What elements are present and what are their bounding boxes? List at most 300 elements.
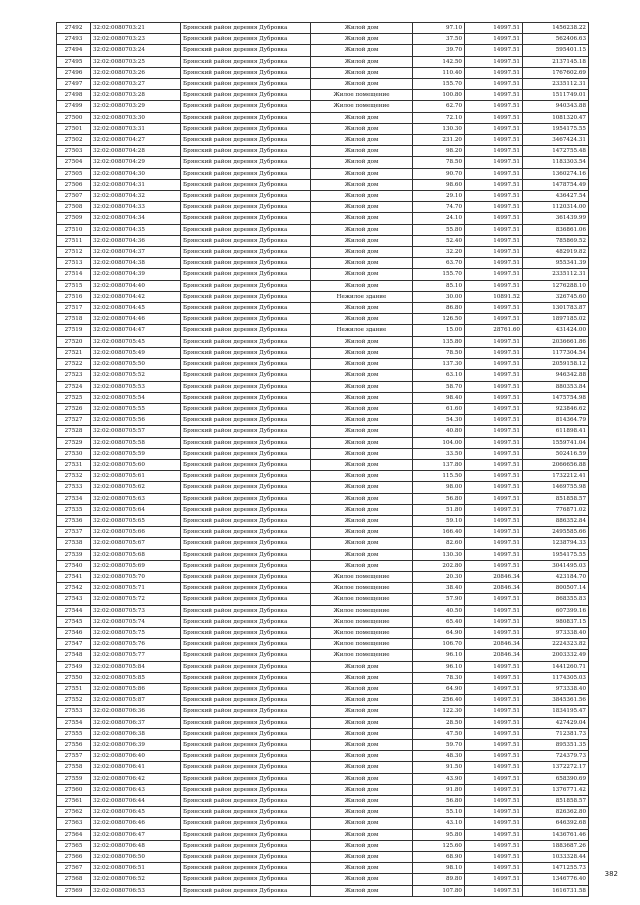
area-cell: 55.80: [413, 224, 465, 235]
address-cell: Брянский район деревня Дубровка: [181, 325, 311, 336]
cadastral-value-cell: 2036661.86: [523, 336, 589, 347]
area-cell: 231.20: [413, 135, 465, 146]
address-cell: Брянский район деревня Дубровка: [181, 784, 311, 795]
row-number-cell: 27509: [57, 213, 91, 224]
table-row: [57, 359, 589, 370]
row-number-cell: 27549: [57, 661, 91, 672]
object-type-cell: Жилой дом: [311, 336, 413, 347]
object-type-cell: Жилое помещение: [311, 627, 413, 638]
cadastral-number-cell: 32:02:0080704:29: [91, 157, 181, 168]
row-number-cell: 27512: [57, 247, 91, 258]
object-type-cell: Жилой дом: [311, 448, 413, 459]
cadastral-number-cell: 32:02:0080705:50: [91, 359, 181, 370]
specific-value-cell: 14997.51: [465, 415, 523, 426]
row-number-cell: 27502: [57, 135, 91, 146]
area-cell: 100.80: [413, 90, 465, 101]
area-cell: 155.70: [413, 269, 465, 280]
cadastral-number-cell: 32:02:0080703:24: [91, 45, 181, 56]
area-cell: 78.50: [413, 157, 465, 168]
cadastral-value-cell: 611898.41: [523, 426, 589, 437]
address-cell: Брянский район деревня Дубровка: [181, 392, 311, 403]
row-number-cell: 27560: [57, 784, 91, 795]
area-cell: 135.80: [413, 336, 465, 347]
table-row: [57, 762, 589, 773]
cadastral-value-cell: 2224323.82: [523, 639, 589, 650]
address-cell: Брянский район деревня Дубровка: [181, 191, 311, 202]
object-type-cell: Жилой дом: [311, 235, 413, 246]
table-row: [57, 807, 589, 818]
row-number-cell: 27504: [57, 157, 91, 168]
table-row: [57, 796, 589, 807]
cadastral-value-cell: 1081320.47: [523, 112, 589, 123]
table-row: [57, 818, 589, 829]
cadastral-number-cell: 32:02:0080705:69: [91, 560, 181, 571]
object-type-cell: Жилой дом: [311, 213, 413, 224]
specific-value-cell: 14997.51: [465, 549, 523, 560]
cadastral-number-cell: 32:02:0080704:33: [91, 202, 181, 213]
object-type-cell: Жилой дом: [311, 146, 413, 157]
row-number-cell: 27513: [57, 258, 91, 269]
cadastral-value-cell: 482919.82: [523, 247, 589, 258]
cadastral-number-cell: 32:02:0080704:37: [91, 247, 181, 258]
address-cell: Брянский район деревня Дубровка: [181, 67, 311, 78]
specific-value-cell: 14997.51: [465, 661, 523, 672]
table-row: [57, 370, 589, 381]
cadastral-value-cell: 1360274.16: [523, 168, 589, 179]
object-type-cell: Жилой дом: [311, 493, 413, 504]
specific-value-cell: 20846.34: [465, 571, 523, 582]
address-cell: Брянский район деревня Дубровка: [181, 807, 311, 818]
address-cell: Брянский район деревня Дубровка: [181, 224, 311, 235]
address-cell: Брянский район деревня Дубровка: [181, 840, 311, 851]
row-number-cell: 27508: [57, 202, 91, 213]
row-number-cell: 27542: [57, 583, 91, 594]
specific-value-cell: 14997.51: [465, 157, 523, 168]
specific-value-cell: 14997.51: [465, 90, 523, 101]
cadastral-value-cell: 1174305.03: [523, 672, 589, 683]
area-cell: 202.80: [413, 560, 465, 571]
cadastral-value-cell: 923846.62: [523, 403, 589, 414]
address-cell: Брянский район деревня Дубровка: [181, 79, 311, 90]
cadastral-value-cell: 851858.57: [523, 796, 589, 807]
row-number-cell: 27527: [57, 415, 91, 426]
address-cell: Брянский район деревня Дубровка: [181, 717, 311, 728]
object-type-cell: Жилой дом: [311, 728, 413, 739]
cadastral-value-cell: 1469755.98: [523, 482, 589, 493]
row-number-cell: 27555: [57, 728, 91, 739]
table-row: [57, 191, 589, 202]
address-cell: Брянский район деревня Дубровка: [181, 291, 311, 302]
table-row: [57, 179, 589, 190]
table-row: [57, 45, 589, 56]
cadastral-number-cell: 32:02:0080706:47: [91, 829, 181, 840]
row-number-cell: 27524: [57, 381, 91, 392]
object-type-cell: Жилой дом: [311, 840, 413, 851]
table-row: [57, 224, 589, 235]
row-number-cell: 27552: [57, 695, 91, 706]
specific-value-cell: 14997.51: [465, 471, 523, 482]
cadastral-number-cell: 32:02:0080703:25: [91, 56, 181, 67]
cadastral-value-cell: 868355.83: [523, 594, 589, 605]
cadastral-number-cell: 32:02:0080706:42: [91, 773, 181, 784]
specific-value-cell: 14997.51: [465, 627, 523, 638]
table-row: [57, 123, 589, 134]
cadastral-value-cell: 973338.40: [523, 627, 589, 638]
row-number-cell: 27569: [57, 885, 91, 896]
table-row: [57, 740, 589, 751]
row-number-cell: 27493: [57, 34, 91, 45]
cadastral-number-cell: 32:02:0080704:31: [91, 179, 181, 190]
cadastral-number-cell: 32:02:0080703:21: [91, 23, 181, 34]
table-row: [57, 650, 589, 661]
cadastral-number-cell: 32:02:0080706:38: [91, 728, 181, 739]
table-row: [57, 549, 589, 560]
specific-value-cell: 14997.51: [465, 224, 523, 235]
cadastral-value-cell: 436427.54: [523, 191, 589, 202]
address-cell: Брянский район деревня Дубровка: [181, 493, 311, 504]
address-cell: Брянский район деревня Дубровка: [181, 359, 311, 370]
cadastral-number-cell: 32:02:0080704:30: [91, 168, 181, 179]
cadastral-number-cell: 32:02:0080704:34: [91, 213, 181, 224]
cadastral-number-cell: 32:02:0080705:84: [91, 661, 181, 672]
table-row: [57, 314, 589, 325]
area-cell: 91.50: [413, 762, 465, 773]
area-cell: 62.70: [413, 101, 465, 112]
table-row: [57, 415, 589, 426]
address-cell: Брянский район деревня Дубровка: [181, 527, 311, 538]
object-type-cell: Жилой дом: [311, 560, 413, 571]
table-row: [57, 381, 589, 392]
specific-value-cell: 14997.51: [465, 796, 523, 807]
table-row: [57, 863, 589, 874]
address-cell: Брянский район деревня Дубровка: [181, 583, 311, 594]
cadastral-value-cell: 1767602.69: [523, 67, 589, 78]
area-cell: 125.60: [413, 840, 465, 851]
address-cell: Брянский район деревня Дубровка: [181, 874, 311, 885]
cadastral-value-cell: 2335112.31: [523, 269, 589, 280]
row-number-cell: 27541: [57, 571, 91, 582]
address-cell: Брянский район деревня Дубровка: [181, 34, 311, 45]
cadastral-number-cell: 32:02:0080704:40: [91, 280, 181, 291]
table-row: [57, 672, 589, 683]
area-cell: 63.70: [413, 258, 465, 269]
table-row: [57, 695, 589, 706]
cadastral-value-cell: 3041495.03: [523, 560, 589, 571]
cadastral-value-cell: 595401.15: [523, 45, 589, 56]
object-type-cell: Жилой дом: [311, 23, 413, 34]
address-cell: Брянский район деревня Дубровка: [181, 235, 311, 246]
address-cell: Брянский район деревня Дубровка: [181, 695, 311, 706]
object-type-cell: Жилой дом: [311, 45, 413, 56]
object-type-cell: Жилой дом: [311, 258, 413, 269]
cadastral-value-cell: 1897185.02: [523, 314, 589, 325]
table-row: [57, 258, 589, 269]
address-cell: Брянский район деревня Дубровка: [181, 863, 311, 874]
table-row: [57, 157, 589, 168]
specific-value-cell: 14997.51: [465, 695, 523, 706]
object-type-cell: Жилой дом: [311, 381, 413, 392]
cadastral-value-cell: 431424.00: [523, 325, 589, 336]
table-row: [57, 56, 589, 67]
area-cell: 59.10: [413, 515, 465, 526]
object-type-cell: Жилое помещение: [311, 571, 413, 582]
area-cell: 142.50: [413, 56, 465, 67]
address-cell: Брянский район деревня Дубровка: [181, 560, 311, 571]
object-type-cell: Жилой дом: [311, 56, 413, 67]
specific-value-cell: 14997.51: [465, 123, 523, 134]
row-number-cell: 27537: [57, 527, 91, 538]
area-cell: 96.10: [413, 661, 465, 672]
address-cell: Брянский район деревня Дубровка: [181, 280, 311, 291]
cadastral-value-cell: 940343.88: [523, 101, 589, 112]
area-cell: 65.40: [413, 616, 465, 627]
cadastral-number-cell: 32:02:0080705:62: [91, 482, 181, 493]
row-number-cell: 27511: [57, 235, 91, 246]
cadastral-value-cell: 423184.70: [523, 571, 589, 582]
specific-value-cell: 14997.51: [465, 403, 523, 414]
table-row: [57, 560, 589, 571]
specific-value-cell: 20846.34: [465, 583, 523, 594]
specific-value-cell: 14997.51: [465, 538, 523, 549]
specific-value-cell: 14997.51: [465, 269, 523, 280]
area-cell: 91.80: [413, 784, 465, 795]
cadastral-number-cell: 32:02:0080704:47: [91, 325, 181, 336]
table-row: [57, 112, 589, 123]
area-cell: 107.80: [413, 885, 465, 896]
specific-value-cell: 14997.51: [465, 706, 523, 717]
cadastral-number-cell: 32:02:0080705:71: [91, 583, 181, 594]
cadastral-value-cell: 955341.39: [523, 258, 589, 269]
table-row: [57, 616, 589, 627]
specific-value-cell: 14997.51: [465, 762, 523, 773]
row-number-cell: 27545: [57, 616, 91, 627]
address-cell: Брянский район деревня Дубровка: [181, 437, 311, 448]
table-row: [57, 594, 589, 605]
address-cell: Брянский район деревня Дубровка: [181, 381, 311, 392]
cadastral-number-cell: 32:02:0080703:23: [91, 34, 181, 45]
row-number-cell: 27494: [57, 45, 91, 56]
cadastral-value-cell: 2066656.88: [523, 459, 589, 470]
area-cell: 63.10: [413, 370, 465, 381]
cadastral-value-cell: 1456238.22: [523, 23, 589, 34]
area-cell: 95.80: [413, 829, 465, 840]
object-type-cell: Жилой дом: [311, 135, 413, 146]
area-cell: 78.30: [413, 672, 465, 683]
address-cell: Брянский район деревня Дубровка: [181, 213, 311, 224]
cadastral-number-cell: 32:02:0080706:46: [91, 818, 181, 829]
specific-value-cell: 20846.34: [465, 639, 523, 650]
object-type-cell: Жилой дом: [311, 359, 413, 370]
area-cell: 137.30: [413, 359, 465, 370]
table-row: [57, 852, 589, 863]
object-type-cell: Жилой дом: [311, 504, 413, 515]
page-number: 382: [604, 870, 618, 878]
table-row: [57, 291, 589, 302]
address-cell: Брянский район деревня Дубровка: [181, 482, 311, 493]
cadastral-value-cell: 1475754.98: [523, 392, 589, 403]
area-cell: 30.00: [413, 291, 465, 302]
specific-value-cell: 14997.51: [465, 829, 523, 840]
specific-value-cell: 14997.51: [465, 213, 523, 224]
row-number-cell: 27556: [57, 740, 91, 751]
row-number-cell: 27551: [57, 683, 91, 694]
row-number-cell: 27543: [57, 594, 91, 605]
specific-value-cell: 14997.51: [465, 527, 523, 538]
table-row: [57, 504, 589, 515]
table-row: [57, 101, 589, 112]
specific-value-cell: 14997.51: [465, 179, 523, 190]
table-row: [57, 639, 589, 650]
cadastral-number-cell: 32:02:0080704:38: [91, 258, 181, 269]
row-number-cell: 27510: [57, 224, 91, 235]
specific-value-cell: 14997.51: [465, 493, 523, 504]
object-type-cell: Жилой дом: [311, 751, 413, 762]
specific-value-cell: 20846.34: [465, 650, 523, 661]
cadastral-value-cell: 800507.14: [523, 583, 589, 594]
object-type-cell: Жилой дом: [311, 347, 413, 358]
address-cell: Брянский район деревня Дубровка: [181, 471, 311, 482]
object-type-cell: Жилой дом: [311, 885, 413, 896]
table-row: [57, 482, 589, 493]
cadastral-number-cell: 32:02:0080703:28: [91, 90, 181, 101]
cadastral-number-cell: 32:02:0080706:36: [91, 706, 181, 717]
area-cell: 98.20: [413, 146, 465, 157]
row-number-cell: 27564: [57, 829, 91, 840]
object-type-cell: Жилой дом: [311, 706, 413, 717]
object-type-cell: Жилое помещение: [311, 583, 413, 594]
address-cell: Брянский район деревня Дубровка: [181, 415, 311, 426]
cadastral-value-cell: 1183303.54: [523, 157, 589, 168]
specific-value-cell: 14997.51: [465, 773, 523, 784]
row-number-cell: 27561: [57, 796, 91, 807]
cadastral-number-cell: 32:02:0080706:53: [91, 885, 181, 896]
address-cell: Брянский район деревня Дубровка: [181, 885, 311, 896]
area-cell: 166.40: [413, 527, 465, 538]
row-number-cell: 27526: [57, 403, 91, 414]
cadastral-number-cell: 32:02:0080704:39: [91, 269, 181, 280]
row-number-cell: 27525: [57, 392, 91, 403]
cadastral-value-cell: 1372272.17: [523, 762, 589, 773]
area-cell: 98.00: [413, 482, 465, 493]
cadastral-value-cell: 427429.04: [523, 717, 589, 728]
cadastral-value-cell: 1511749.01: [523, 90, 589, 101]
cadastral-value-cell: 3845361.56: [523, 695, 589, 706]
address-cell: Брянский район деревня Дубровка: [181, 269, 311, 280]
address-cell: Брянский район деревня Дубровка: [181, 594, 311, 605]
row-number-cell: 27496: [57, 67, 91, 78]
specific-value-cell: 14997.51: [465, 515, 523, 526]
table-row: [57, 347, 589, 358]
cadastral-number-cell: 32:02:0080705:86: [91, 683, 181, 694]
object-type-cell: Жилое помещение: [311, 90, 413, 101]
area-cell: 98.10: [413, 863, 465, 874]
cadastral-value-cell: 851858.57: [523, 493, 589, 504]
address-cell: Брянский район деревня Дубровка: [181, 370, 311, 381]
cadastral-number-cell: 32:02:0080705:60: [91, 459, 181, 470]
address-cell: Брянский район деревня Дубровка: [181, 796, 311, 807]
address-cell: Брянский район деревня Дубровка: [181, 504, 311, 515]
table-row: [57, 627, 589, 638]
cadastral-value-cell: 1472755.48: [523, 146, 589, 157]
area-cell: 33.50: [413, 448, 465, 459]
address-cell: Брянский район деревня Дубровка: [181, 683, 311, 694]
address-cell: Брянский район деревня Дубровка: [181, 135, 311, 146]
address-cell: Брянский район деревня Дубровка: [181, 202, 311, 213]
area-cell: 15.00: [413, 325, 465, 336]
address-cell: Брянский район деревня Дубровка: [181, 247, 311, 258]
specific-value-cell: 14997.51: [465, 560, 523, 571]
table-row: [57, 773, 589, 784]
table-row: [57, 90, 589, 101]
area-cell: 130.30: [413, 123, 465, 134]
cadastral-value-cell: 814364.79: [523, 415, 589, 426]
area-cell: 40.80: [413, 426, 465, 437]
object-type-cell: Жилой дом: [311, 459, 413, 470]
address-cell: Брянский район деревня Дубровка: [181, 403, 311, 414]
cadastral-number-cell: 32:02:0080703:31: [91, 123, 181, 134]
area-cell: 57.90: [413, 594, 465, 605]
cadastral-value-cell: 1478754.49: [523, 179, 589, 190]
cadastral-number-cell: 32:02:0080705:63: [91, 493, 181, 504]
object-type-cell: Жилой дом: [311, 437, 413, 448]
specific-value-cell: 28761.60: [465, 325, 523, 336]
table-row: [57, 583, 589, 594]
object-type-cell: Жилой дом: [311, 852, 413, 863]
cadastral-number-cell: 32:02:0080706:45: [91, 807, 181, 818]
cadastral-number-cell: 32:02:0080704:35: [91, 224, 181, 235]
area-cell: 98.60: [413, 179, 465, 190]
object-type-cell: Жилой дом: [311, 773, 413, 784]
row-number-cell: 27546: [57, 627, 91, 638]
cadastral-number-cell: 32:02:0080705:55: [91, 403, 181, 414]
cadastral-number-cell: 32:02:0080704:36: [91, 235, 181, 246]
object-type-cell: Жилой дом: [311, 392, 413, 403]
row-number-cell: 27529: [57, 437, 91, 448]
row-number-cell: 27503: [57, 146, 91, 157]
table-row: [57, 874, 589, 885]
specific-value-cell: 14997.51: [465, 34, 523, 45]
table-row: [57, 146, 589, 157]
cadastral-value-cell: 361439.99: [523, 213, 589, 224]
row-number-cell: 27557: [57, 751, 91, 762]
cadastral-number-cell: 32:02:0080704:32: [91, 191, 181, 202]
cadastral-value-cell: 1471255.73: [523, 863, 589, 874]
cadastral-value-cell: 2059158.12: [523, 359, 589, 370]
address-cell: Брянский район деревня Дубровка: [181, 448, 311, 459]
specific-value-cell: 14997.51: [465, 874, 523, 885]
area-cell: 90.70: [413, 168, 465, 179]
specific-value-cell: 14997.51: [465, 45, 523, 56]
object-type-cell: Жилой дом: [311, 168, 413, 179]
area-cell: 52.40: [413, 235, 465, 246]
address-cell: Брянский район деревня Дубровка: [181, 773, 311, 784]
cadastral-value-cell: 724379.73: [523, 751, 589, 762]
cadastral-value-cell: 1120314.00: [523, 202, 589, 213]
cadastral-number-cell: 32:02:0080705:49: [91, 347, 181, 358]
table-row: [57, 67, 589, 78]
address-cell: Брянский район деревня Дубровка: [181, 650, 311, 661]
area-cell: 98.40: [413, 392, 465, 403]
area-cell: 86.80: [413, 303, 465, 314]
specific-value-cell: 14997.51: [465, 717, 523, 728]
cadastral-value-cell: 1559741.04: [523, 437, 589, 448]
table-row: [57, 706, 589, 717]
cadastral-value-table: [56, 22, 589, 897]
address-cell: Брянский район деревня Дубровка: [181, 639, 311, 650]
object-type-cell: Жилой дом: [311, 191, 413, 202]
cadastral-value-cell: 1616731.58: [523, 885, 589, 896]
row-number-cell: 27518: [57, 314, 91, 325]
